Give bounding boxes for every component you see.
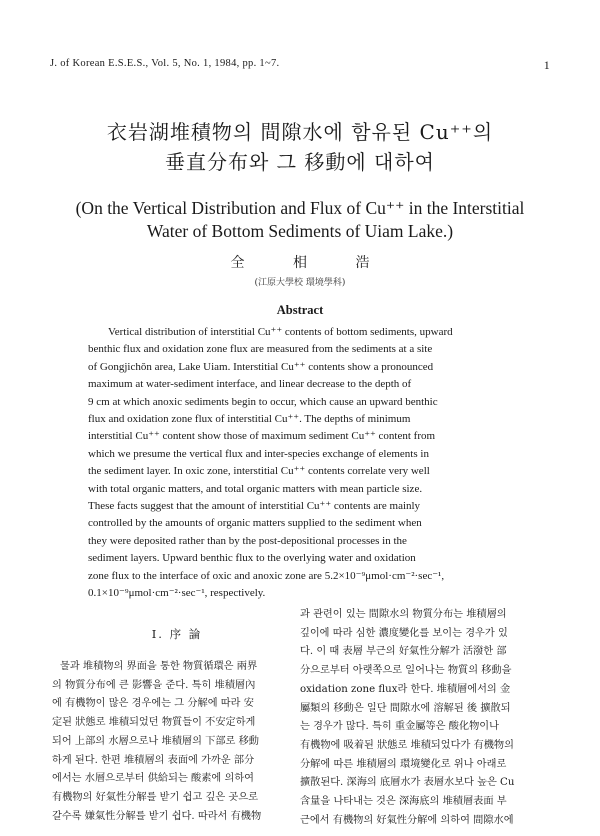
section-heading-introduction: I. 序 論 (151, 627, 203, 641)
abstract-line: 0.1×10⁻⁹μmol·cm⁻²·sec⁻¹, respectively. (88, 587, 266, 600)
body-line: 分으로부터 아랫쪽으로 일어나는 物質의 移動을 (300, 665, 512, 677)
author-affiliation: (江原大學校 環境學科) (254, 278, 346, 288)
body-column-right (300, 606, 550, 830)
body-line: 하게 된다. 한편 堆積層의 表面에 가까운 部分 (52, 754, 255, 766)
abstract-line: These facts suggest that the amount of interstitial Cu⁺⁺ contents are mainly (88, 500, 421, 513)
abstract-line: maximum at water-sediment interface, and linear decrease to the depth of (88, 378, 412, 391)
abstract-line: of Gongjichŏn area, Lake Uiam. Interstitial Cu⁺⁺ contents show a pronounced (88, 360, 434, 373)
author-name: 全 相 浩 (230, 255, 392, 271)
body-line: 에서는 水層으로부터 供給되는 酸素에 의하여 (52, 773, 255, 785)
body-column-left (52, 658, 302, 826)
body-line: 有機物의 好氣性分解를 받기 쉽고 깊은 곳으로 (52, 791, 258, 803)
abstract-line: with total organic matters, and total organic matters with mean particle size. (88, 482, 423, 495)
abstract-line: Vertical distribution of interstitial Cu⁺⁺ contents of bottom sediments, upward (108, 326, 453, 338)
abstract-line: interstitial Cu⁺⁺ content show those of maximum sediment Cu⁺⁺ content from (88, 430, 436, 443)
abstract-line: 9 cm at which anoxic sediments begin to occur, which cause an upward benthic (88, 395, 438, 408)
journal-citation: J. of Korean E.S.E.S., Vol. 5, No. 1, 1984, pp. 1~7. (50, 58, 280, 69)
body-line: 되어 上部의 水層으로나 堆積層의 下部로 移動 (52, 735, 259, 747)
body-line: 다. 이 때 表層 부근의 好氣性分解가 活潑한 部 (300, 646, 507, 658)
body-line: 定된 狀態로 堆積되었던 物質들이 不安定하게 (52, 717, 256, 729)
body-line: 의 物質分布에 큰 影響을 준다. 특히 堆積層內 (52, 679, 256, 691)
body-line: 갈수록 嫌氣性分解를 받기 쉽다. 따라서 有機物 (52, 810, 262, 822)
page-number: 1 (543, 58, 550, 72)
body-line: 과 관련이 있는 間隙水의 物質分布는 堆積層의 (300, 609, 507, 620)
body-line: 含量을 나타내는 것은 深海底의 堆積層表面 부 (300, 796, 507, 808)
abstract-line: controlled by the amounts of organic matters supplied to the sediment when (88, 517, 422, 530)
english-title-line-1: (On the Vertical Distribution and Flux of Cu⁺⁺ in the Interstitial (75, 198, 525, 218)
abstract-line: the sediment layer. In oxic zone, interstitial Cu⁺⁺ contents correlate very well (88, 465, 430, 478)
abstract-line: benthic flux and oxidation zone flux are measured from the sediments at a site (88, 343, 433, 356)
body-line: 는 경우가 많다. 특히 重金屬等은 酸化物이나 (300, 721, 499, 733)
body-line: 分解에 따른 堆積層의 環境變化로 위나 아래로 (300, 758, 507, 770)
body-line: oxidation zone flux라 한다. 堆積層에서의 金 (300, 683, 511, 695)
abstract-line: which we presume the vertical flux and inter-species exchange of elements in (88, 447, 429, 460)
korean-title-line-2: 垂直分布와 그 移動에 대하여 (165, 150, 435, 174)
body-line: 有機物에 吸着된 狀態로 堆積되었다가 有機物의 (300, 739, 514, 751)
body-line: 물과 堆積物의 界面을 통한 物質循環은 兩界 (60, 661, 258, 672)
body-line: 擴散된다. 深海의 底層水가 表層水보다 높은 Cu (300, 777, 515, 789)
abstract-heading: Abstract (276, 303, 324, 317)
abstract-line: flux and oxidation zone flux of interstitial Cu⁺⁺. The depths of minimum (88, 413, 411, 426)
journal-header (50, 58, 550, 72)
abstract-line: zone flux to the interface of oxic and anoxic zone are 5.2×10⁻⁹μmol·cm⁻²·sec⁻¹, (88, 569, 445, 582)
body-line: 에 有機物이 많은 경우에는 그 分解에 따라 安 (52, 698, 254, 710)
english-title-line-2: Water of Bottom Sediments of Uiam Lake.) (146, 221, 454, 241)
abstract-line: sediment layers. Upward benthic flux to the overlying water and oxidation (88, 552, 416, 565)
body-line: 근에서 有機物의 好氣性分解에 의하여 間隙水에 (300, 814, 514, 826)
korean-title-line-1: 衣岩湖堆積物의 間隙水에 함유된 Cu⁺⁺의 (106, 120, 494, 144)
body-line: 깊이에 따라 심한 濃度變化를 보이는 경우가 있 (300, 627, 508, 639)
body-line: 屬類의 移動은 일단 間隙水에 溶解된 後 擴散되 (300, 702, 511, 714)
abstract-line: they were deposited rather than by the post-depositional processes in the (88, 534, 407, 547)
abstract-body (88, 324, 520, 603)
